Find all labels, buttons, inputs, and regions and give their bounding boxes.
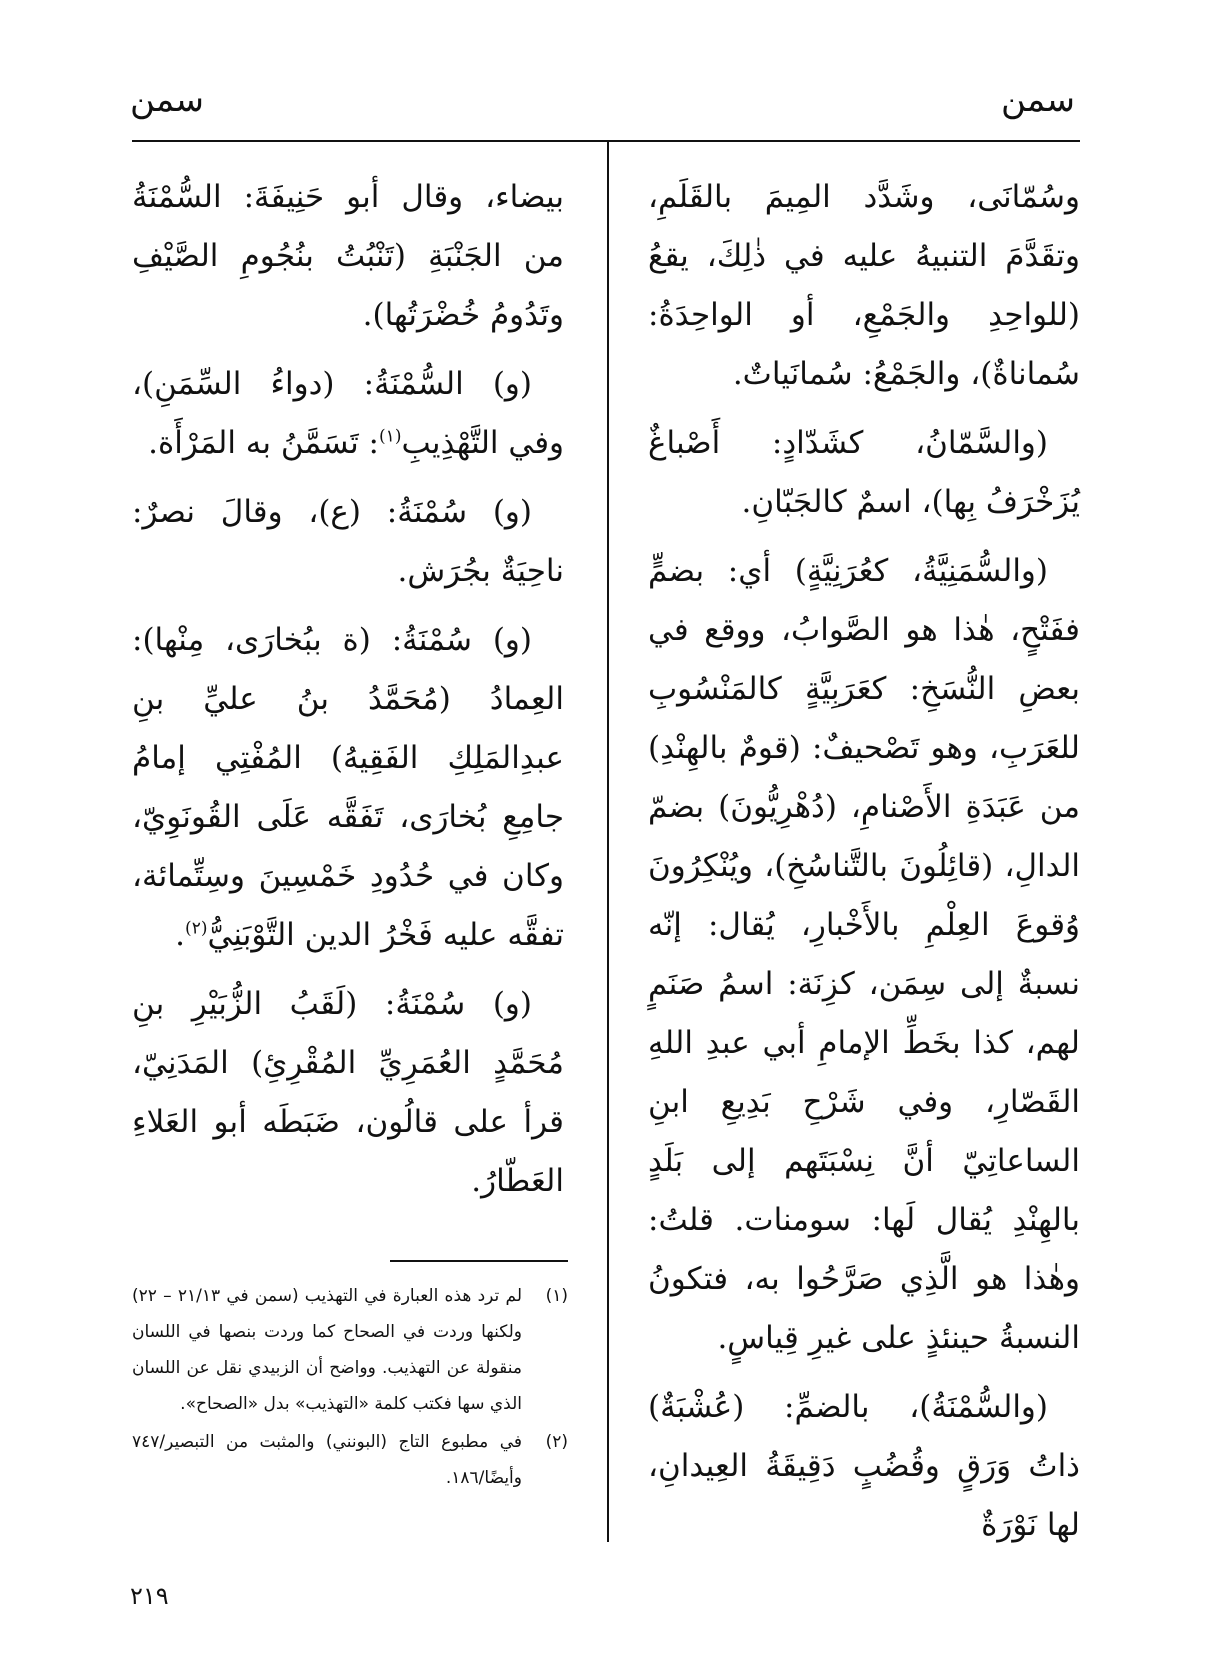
paragraph xyxy=(132,355,564,473)
paragraph: (و) سُمْنَةُ: (لَقَبُ الزُّبَيْرِ بنِ مُحَمَّدٍ العُمَرِيِّ المُقْرِئِ) المَدَنِيّ، قرأ على قالُون، ضَبَطَه أبو العَلاءِ العَطّارُ. xyxy=(132,986,564,1199)
footnote-number: (١) xyxy=(545,1286,568,1306)
paragraph xyxy=(132,611,564,965)
footnote-marker[interactable]: (١) xyxy=(379,426,402,447)
running-header-left: سمن xyxy=(130,80,205,120)
left-column xyxy=(132,168,564,1221)
page-number: ٢١٩ xyxy=(130,1582,169,1610)
paragraph-text: : تَسَمَّنُ به المَرْأَة. xyxy=(148,425,379,461)
footnote-text: في مطبوع التاج (البونني) والمثبت من التبصير/٧٤٧ وأيضًا/١٨٦. xyxy=(132,1432,522,1488)
paragraph: (و) سُمْنَةُ: (ع)، وقالَ نصرٌ: ناحِيَةٌ بجُرَش. xyxy=(132,494,564,589)
footnote-number: (٢) xyxy=(545,1432,568,1452)
paragraph: (والسُّمَنِيَّةُ، كعُرَنِيَّةٍ) أي: بضمٍّ ففَتْحٍ، هٰذا هو الصَّوابُ، ووقع في بعضِ النُّسَخِ: كعَرَبِيَّةٍ كالمَنْسُوبِ للعَرَبِ، وهو تَصْحيفٌ: (قومٌ بالهِنْدِ) من عَبَدَةِ الأَصْنامِ، (دُهْرِيُّونَ) بضمّ الدالِ، (قائِلُونَ بالتَّناسُخِ)، ويُنْكِرُونَ وُقوعَ العِلْمِ بالأَخْبارِ، يُقال: إنّه نسبةٌ إلى سِمَن، كزِنَة: اسمُ صَنَمٍ لهم، كذا بخَطِّ الإمامِ أبي عبدِ اللهِ القَصّارِ، وفي شَرْحِ بَدِيعِ ابنِ الساعاتِيّ أنَّ نِسْبَتَهم إلى بَلَدٍ بالهِنْدِ يُقال لَها: سومنات. قلتُ: وهٰذا هو الَّذِي صَرَّحُوا به، فتكونُ النسبةُ حينئذٍ على غيرِ قِياسٍ. xyxy=(648,553,1080,1356)
footnote-text: لم ترد هذه العبارة في التهذيب (سمن في ٢١/١٣ – ٢٢) ولكنها وردت في الصحاح كما وردت بنصها في اللسان منقولة عن التهذيب. وواضح أن الزبيدي نقل عن اللسان الذي سها فكتب كلمة «التهذيب» بدل «الصحاح». xyxy=(132,1286,523,1414)
paragraph-text: (و) السُّمْنَةُ: (دواءُ السِّمَنِ)، وفي التَّهْذِيبِ xyxy=(132,366,564,461)
paragraph: بيضاء، وقال أبو حَنِيفَةَ: السُّمْنَةُ من الجَنْبَةِ (تَنْبُتُ بنُجُومِ الصَّيْفِ وتَدُومُ خُضْرَتُها). xyxy=(132,179,564,333)
paragraph-text: (و) سُمْنَةُ: (ة ببُخارَى، مِنْها): العِمادُ (مُحَمَّدُ بنُ عليِّ بنِ عبدِالمَلِكِ الفَقِيهُ) المُفْتِي إمامُ جامِعِ بُخارَى، تَفَقَّه عَلَى القُونَوِيّ، وكان في حُدُودِ خَمْسِينَ وسِتِّمائة، تفقَّه عليه فَخْرُ الدين التَّوْبَنِيُّ xyxy=(132,622,564,953)
footnote-rule xyxy=(390,1260,568,1262)
header-rule xyxy=(132,140,1080,142)
footnotes xyxy=(132,1278,568,1498)
paragraph: وسُمّانَى، وشَدَّد المِيمَ بالقَلَمِ، وتقَدَّمَ التنبيهُ عليه في ذٰلِكَ، يقعُ (للواحِدِ والجَمْعِ، أو الواحِدَةُ: سُماناةٌ)، والجَمْعُ: سُمانَياتٌ. xyxy=(648,179,1080,392)
paragraph: (والسَّمّانُ، كشَدّادٍ: أَصْباغٌ يُزَخْرَفُ بِها)، اسمٌ كالجَبّانِ. xyxy=(648,425,1080,520)
paragraph-text: . xyxy=(175,917,186,953)
footnote-marker[interactable]: (٢) xyxy=(185,918,208,939)
paragraph: (والسُّمْنَةُ)، بالضمِّ: (عُشْبَةٌ) ذاتُ وَرَقٍ وقُضُبٍ دَقِيقَةُ العِيدانِ، لها نَوْرَةٌ xyxy=(648,1389,1080,1543)
right-column xyxy=(648,168,1080,1565)
footnote xyxy=(132,1424,568,1496)
footnote xyxy=(132,1278,568,1422)
running-header-right: سمن xyxy=(1000,80,1075,120)
column-separator xyxy=(607,142,609,1542)
